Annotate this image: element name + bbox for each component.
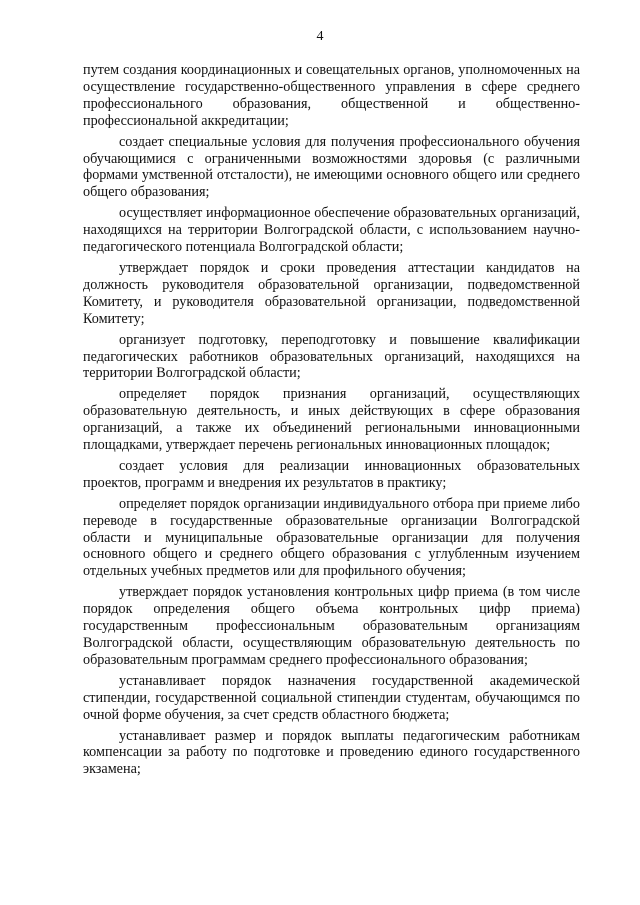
paragraph-attestation: утверждает порядок и сроки проведения аттестации кандидатов на должность руководителя образовательной организации, подведомственной Комитету, и руководителя образовательной организации, подведомственной Комитету; — [83, 259, 580, 327]
page-number: 4 — [316, 29, 324, 44]
document-body — [83, 62, 580, 782]
paragraph-teacher-training: организует подготовку, переподготовку и повышение квалификации педагогических работников образовательных организаций, находящихся на территории Волгоградской области; — [83, 331, 580, 382]
paragraph-admission-quotas: утверждает порядок установления контрольных цифр приема (в том числе порядок определения общего объема контрольных цифр приема) государственным профессиональным образовательным организациям Волгоградской области, осуществляющим образовательную деятельность по образовательным программам среднего профессионального образования; — [83, 584, 580, 668]
paragraph-scholarships: устанавливает порядок назначения государственной академической стипендии, государственной социальной стипендии студентам, обучающимся по очной форме обучения, за счет средств областного бюджета; — [83, 672, 580, 723]
paragraph-information-support: осуществляет информационное обеспечение образовательных организаций, находящихся на территории Волгоградской области, с использованием научно-педагогического потенциала Волгоградской области; — [83, 205, 580, 256]
paragraph-innovation-projects: создает условия для реализации инновационных образовательных проектов, программ и внедрения их результатов в практику; — [83, 457, 580, 491]
paragraph-exam-compensation: устанавливает размер и порядок выплаты педагогическим работникам компенсации за работу по подготовке и проведению единого государственного экзамена; — [83, 727, 580, 778]
paragraph-innovation-sites: определяет порядок признания организаций, осуществляющих образовательную деятельность, и иных действующих в сфере образования организаций, а также их объединений региональными инновационными площадками, утверждает перечень региональных инновационных площадок; — [83, 386, 580, 454]
paragraph-special-conditions: создает специальные условия для получения профессионального обучения обучающимися с ограниченными возможностями здоровья (с различными формами умственной отсталости), не имеющими основного общего или среднего общего образования; — [83, 133, 580, 201]
paragraph-individual-selection: определяет порядок организации индивидуального отбора при приеме либо переводе в государственные образовательные организации Волгоградской области и муниципальные образовательные организации для получения основного общего и среднего общего образования с углубленным изучением отдельных учебных предметов или для профильного обучения; — [83, 495, 580, 580]
paragraph-continuation: путем создания координационных и совещательных органов, уполномоченных на осуществление государственно-общественного управления в сфере среднего профессионального образования, общественной и общественно-профессиональной аккредитации; — [83, 62, 580, 129]
